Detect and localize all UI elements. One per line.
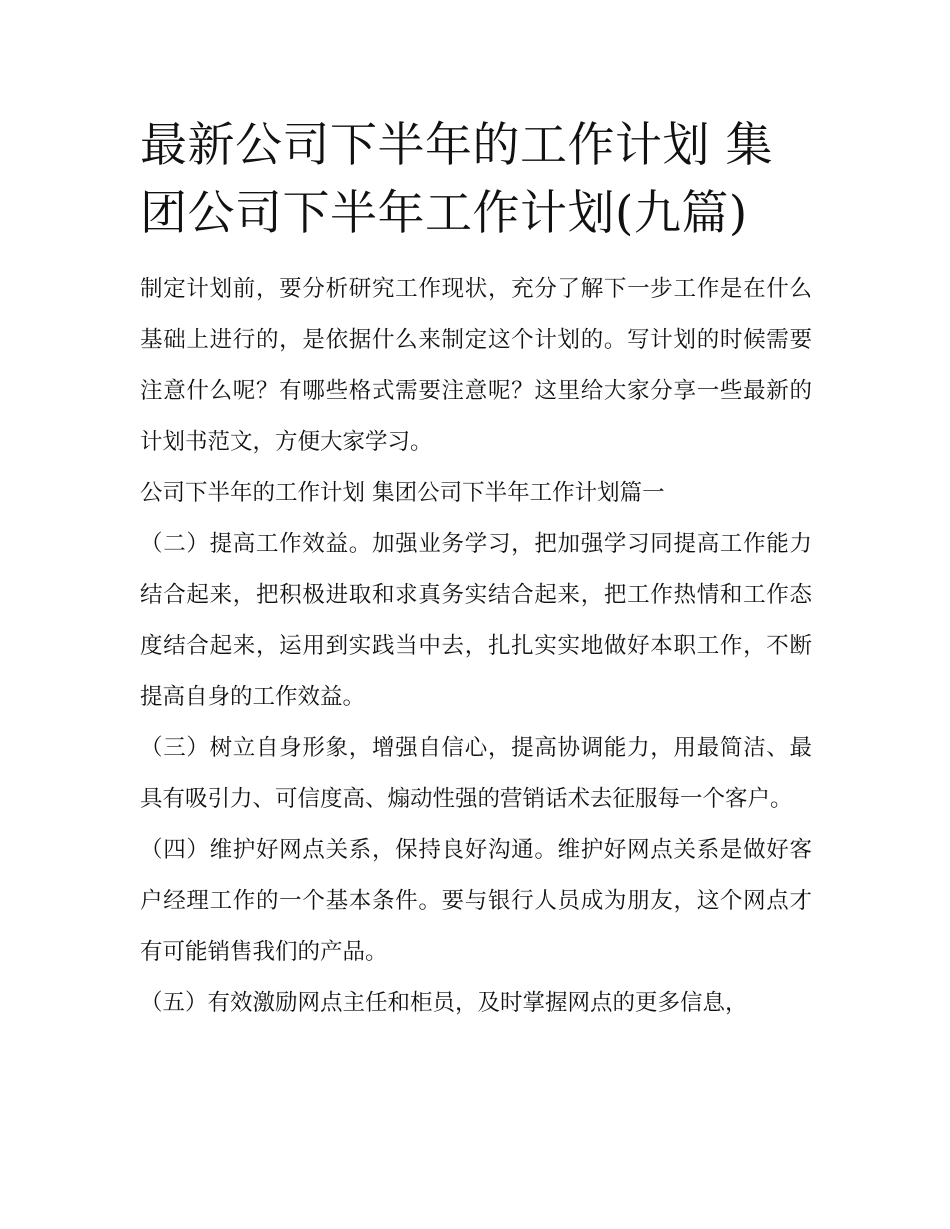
section-heading: 公司下半年的工作计划 集团公司下半年工作计划篇一 (140, 480, 665, 506)
body-paragraph-2: （二）提高工作效益。加强业务学习，把加强学习同提高工作能力结合起来，把积极进取和求真务实结合起来，把工作热情和工作态度结合起来，运用到实践当中去，扎扎实实地做好本职工作，不断提高自身的工作效益。 (140, 531, 812, 710)
body-paragraph-4: （四）维护好网点关系，保持良好沟通。维护好网点关系是做好客户经理工作的一个基本条件。要与银行人员成为朋友，这个网点才有可能销售我们的产品。 (140, 837, 812, 965)
body-paragraph-5: （五）有效激励网点主任和柜员，及时掌握网点的更多信息， (140, 990, 748, 1016)
intro-paragraph: 制定计划前，要分析研究工作现状，充分了解下一步工作是在什么基础上进行的，是依据什么来制定这个计划的。写计划的时候需要注意什么呢？有哪些格式需要注意呢？这里给大家分享一些最新的计划书范文，方便大家学习。 (140, 276, 812, 455)
document-title: 最新公司下半年的工作计划 集团公司下半年工作计划(九篇) (140, 118, 773, 241)
body-paragraph-3: （三）树立自身形象，增强自信心，提高协调能力，用最简洁、最具有吸引力、可信度高、煽动性强的营销话术去征服每一个客户。 (140, 735, 812, 812)
document-body (140, 112, 812, 1029)
